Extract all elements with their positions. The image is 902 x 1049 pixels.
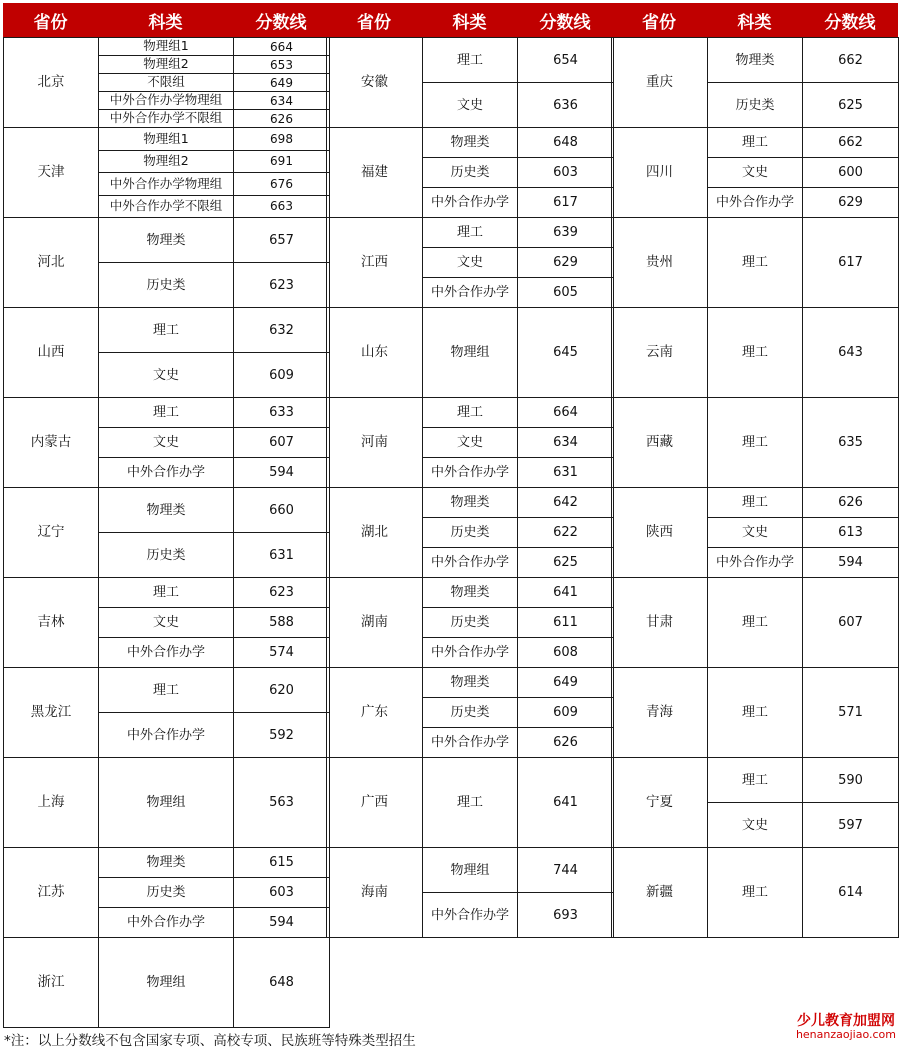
category-cell: 理工: [707, 847, 802, 937]
category-cell: 理工: [707, 667, 802, 757]
category-cell: 中外合作办学: [422, 637, 517, 667]
score-cell: 605: [517, 277, 613, 307]
score-cell: 693: [517, 892, 613, 937]
score-cell: 620: [233, 667, 329, 712]
score-cell: 643: [802, 307, 898, 397]
table-right-border: [898, 37, 899, 937]
score-cell: 636: [517, 82, 613, 127]
category-cell: 文史: [422, 427, 517, 457]
score-cell: 615: [233, 847, 329, 877]
category-cell: 物理类: [98, 217, 233, 262]
header-province: 省份: [326, 3, 422, 37]
province-cell: 江苏: [3, 847, 98, 937]
category-cell: 中外合作办学不限组: [98, 109, 233, 127]
category-cell: 中外合作办学: [707, 187, 802, 217]
category-cell: 历史类: [422, 157, 517, 187]
category-cell: 理工: [422, 37, 517, 82]
score-cell: 625: [517, 547, 613, 577]
province-cell: 云南: [611, 307, 707, 397]
score-cell: 597: [802, 802, 898, 847]
category-cell: 历史类: [422, 697, 517, 727]
score-cell: 649: [517, 667, 613, 697]
score-cell: 571: [802, 667, 898, 757]
province-cell: 上海: [3, 757, 98, 847]
score-cell: 594: [233, 457, 329, 487]
category-cell: 中外合作办学: [422, 892, 517, 937]
category-cell: 中外合作办学不限组: [98, 195, 233, 218]
score-cell: 609: [517, 697, 613, 727]
category-cell: 文史: [707, 802, 802, 847]
category-cell: 历史类: [98, 532, 233, 577]
category-cell: 中外合作办学: [707, 547, 802, 577]
score-cell: 600: [802, 157, 898, 187]
header-category: 科类: [707, 3, 802, 37]
header-province: 省份: [3, 3, 98, 37]
score-cell: 663: [233, 195, 329, 218]
category-cell: 理工: [707, 397, 802, 487]
category-cell: 物理组2: [98, 55, 233, 73]
score-cell: 607: [233, 427, 329, 457]
score-cell: 563: [233, 757, 329, 847]
category-cell: 中外合作办学: [98, 637, 233, 667]
score-cell: 744: [517, 847, 613, 892]
category-cell: 理工: [707, 487, 802, 517]
province-cell: 四川: [611, 127, 707, 217]
province-cell: 吉林: [3, 577, 98, 667]
header-score: 分数线: [802, 3, 898, 37]
category-cell: 物理类: [422, 577, 517, 607]
score-cell: 676: [233, 172, 329, 195]
category-cell: 文史: [98, 427, 233, 457]
category-cell: 理工: [707, 127, 802, 157]
province-cell: 山东: [326, 307, 422, 397]
category-cell: 文史: [422, 247, 517, 277]
score-cell: 634: [233, 91, 329, 109]
score-cell: 664: [233, 37, 329, 55]
category-cell: 中外合作办学: [422, 457, 517, 487]
score-cell: 648: [517, 127, 613, 157]
score-cell: 623: [233, 262, 329, 307]
score-cell: 698: [233, 127, 329, 150]
category-cell: 不限组: [98, 73, 233, 91]
category-cell: 物理组: [422, 847, 517, 892]
score-cell: 625: [802, 82, 898, 127]
province-cell: 安徽: [326, 37, 422, 127]
province-cell: 北京: [3, 37, 98, 127]
score-cell: 614: [802, 847, 898, 937]
category-cell: 理工: [422, 217, 517, 247]
table-bottom-border: [3, 1027, 330, 1028]
province-cell: 贵州: [611, 217, 707, 307]
header-category: 科类: [98, 3, 233, 37]
category-cell: 理工: [707, 307, 802, 397]
category-cell: 理工: [422, 397, 517, 427]
score-cell: 590: [802, 757, 898, 802]
score-cell: 642: [517, 487, 613, 517]
score-cell: 608: [517, 637, 613, 667]
category-cell: 理工: [98, 307, 233, 352]
score-cell: 629: [517, 247, 613, 277]
category-cell: 文史: [707, 157, 802, 187]
category-cell: 物理组: [98, 757, 233, 847]
score-cell: 632: [233, 307, 329, 352]
watermark-title: 少儿教育加盟网: [796, 1013, 895, 1029]
province-cell: 西藏: [611, 397, 707, 487]
score-cell: 626: [517, 727, 613, 757]
score-cell: 629: [802, 187, 898, 217]
category-cell: 历史类: [98, 877, 233, 907]
score-cell: 633: [233, 397, 329, 427]
category-cell: 文史: [707, 517, 802, 547]
category-cell: 物理组: [422, 307, 517, 397]
province-cell: 天津: [3, 127, 98, 217]
category-cell: 物理类: [422, 487, 517, 517]
score-cell: 594: [802, 547, 898, 577]
score-cell: 648: [233, 937, 329, 1027]
category-cell: 物理组: [98, 937, 233, 1027]
category-cell: 理工: [98, 577, 233, 607]
score-cell: 613: [802, 517, 898, 547]
score-cell: 609: [233, 352, 329, 397]
category-cell: 中外合作办学: [422, 727, 517, 757]
score-cell: 639: [517, 217, 613, 247]
category-cell: 历史类: [422, 607, 517, 637]
province-cell: 青海: [611, 667, 707, 757]
score-cell: 594: [233, 907, 329, 937]
score-cell: 653: [233, 55, 329, 73]
score-cell: 607: [802, 577, 898, 667]
score-cell: 623: [233, 577, 329, 607]
score-cell: 574: [233, 637, 329, 667]
score-cell: 634: [517, 427, 613, 457]
table-bottom-border: [611, 937, 899, 938]
score-cell: 645: [517, 307, 613, 397]
score-cell: 626: [233, 109, 329, 127]
score-cell: 622: [517, 517, 613, 547]
score-cell: 691: [233, 150, 329, 173]
header-score: 分数线: [233, 3, 329, 37]
header-category: 科类: [422, 3, 517, 37]
province-cell: 黑龙江: [3, 667, 98, 757]
score-cell: 603: [233, 877, 329, 907]
score-cell: 635: [802, 397, 898, 487]
score-cell: 631: [517, 457, 613, 487]
score-cell: 664: [517, 397, 613, 427]
category-cell: 文史: [98, 352, 233, 397]
category-cell: 中外合作办学: [422, 277, 517, 307]
province-cell: 甘肃: [611, 577, 707, 667]
category-cell: 中外合作办学: [98, 907, 233, 937]
score-cell: 626: [802, 487, 898, 517]
score-cell: 649: [233, 73, 329, 91]
score-cell: 592: [233, 712, 329, 757]
category-cell: 物理类: [422, 667, 517, 697]
header-province: 省份: [611, 3, 707, 37]
category-cell: 文史: [422, 82, 517, 127]
province-cell: 内蒙古: [3, 397, 98, 487]
score-cell: 662: [802, 127, 898, 157]
score-cell: 660: [233, 487, 329, 532]
province-cell: 山西: [3, 307, 98, 397]
score-cell: 603: [517, 157, 613, 187]
province-cell: 河北: [3, 217, 98, 307]
category-cell: 物理组2: [98, 150, 233, 173]
score-cell: 654: [517, 37, 613, 82]
watermark: [796, 1013, 896, 1042]
category-cell: 中外合作办学物理组: [98, 172, 233, 195]
category-cell: 物理类: [707, 37, 802, 82]
category-cell: 理工: [98, 397, 233, 427]
score-cell: 657: [233, 217, 329, 262]
province-cell: 湖南: [326, 577, 422, 667]
province-cell: 广西: [326, 757, 422, 847]
province-cell: 海南: [326, 847, 422, 937]
province-cell: 湖北: [326, 487, 422, 577]
category-cell: 中外合作办学: [98, 712, 233, 757]
category-cell: 理工: [707, 577, 802, 667]
province-cell: 重庆: [611, 37, 707, 127]
score-cell: 617: [517, 187, 613, 217]
category-cell: 理工: [422, 757, 517, 847]
category-cell: 历史类: [707, 82, 802, 127]
category-cell: 文史: [98, 607, 233, 637]
category-cell: 中外合作办学: [422, 187, 517, 217]
province-cell: 河南: [326, 397, 422, 487]
category-cell: 中外合作办学: [98, 457, 233, 487]
province-cell: 陕西: [611, 487, 707, 577]
score-cell: 662: [802, 37, 898, 82]
category-cell: 理工: [707, 217, 802, 307]
score-cell: 631: [233, 532, 329, 577]
watermark-url: henanzaojiao.com: [795, 1028, 896, 1042]
score-cell: 641: [517, 757, 613, 847]
province-cell: 辽宁: [3, 487, 98, 577]
category-cell: 物理类: [98, 847, 233, 877]
score-cell: 617: [802, 217, 898, 307]
score-cell: 641: [517, 577, 613, 607]
province-cell: 浙江: [3, 937, 98, 1027]
province-cell: 福建: [326, 127, 422, 217]
category-cell: 历史类: [98, 262, 233, 307]
province-cell: 江西: [326, 217, 422, 307]
table-bottom-border: [326, 937, 614, 938]
category-cell: 物理类: [422, 127, 517, 157]
category-cell: 历史类: [422, 517, 517, 547]
category-cell: 理工: [98, 667, 233, 712]
score-cell: 588: [233, 607, 329, 637]
category-cell: 物理类: [98, 487, 233, 532]
category-cell: 理工: [707, 757, 802, 802]
category-cell: 中外合作办学: [422, 547, 517, 577]
province-cell: 新疆: [611, 847, 707, 937]
footnote: *注：以上分数线不包含国家专项、高校专项、民族班等特殊类型招生: [4, 1033, 416, 1049]
header-score: 分数线: [517, 3, 613, 37]
score-cell: 611: [517, 607, 613, 637]
province-cell: 广东: [326, 667, 422, 757]
category-cell: 物理组1: [98, 127, 233, 150]
category-cell: 中外合作办学物理组: [98, 91, 233, 109]
category-cell: 物理组1: [98, 37, 233, 55]
province-cell: 宁夏: [611, 757, 707, 847]
